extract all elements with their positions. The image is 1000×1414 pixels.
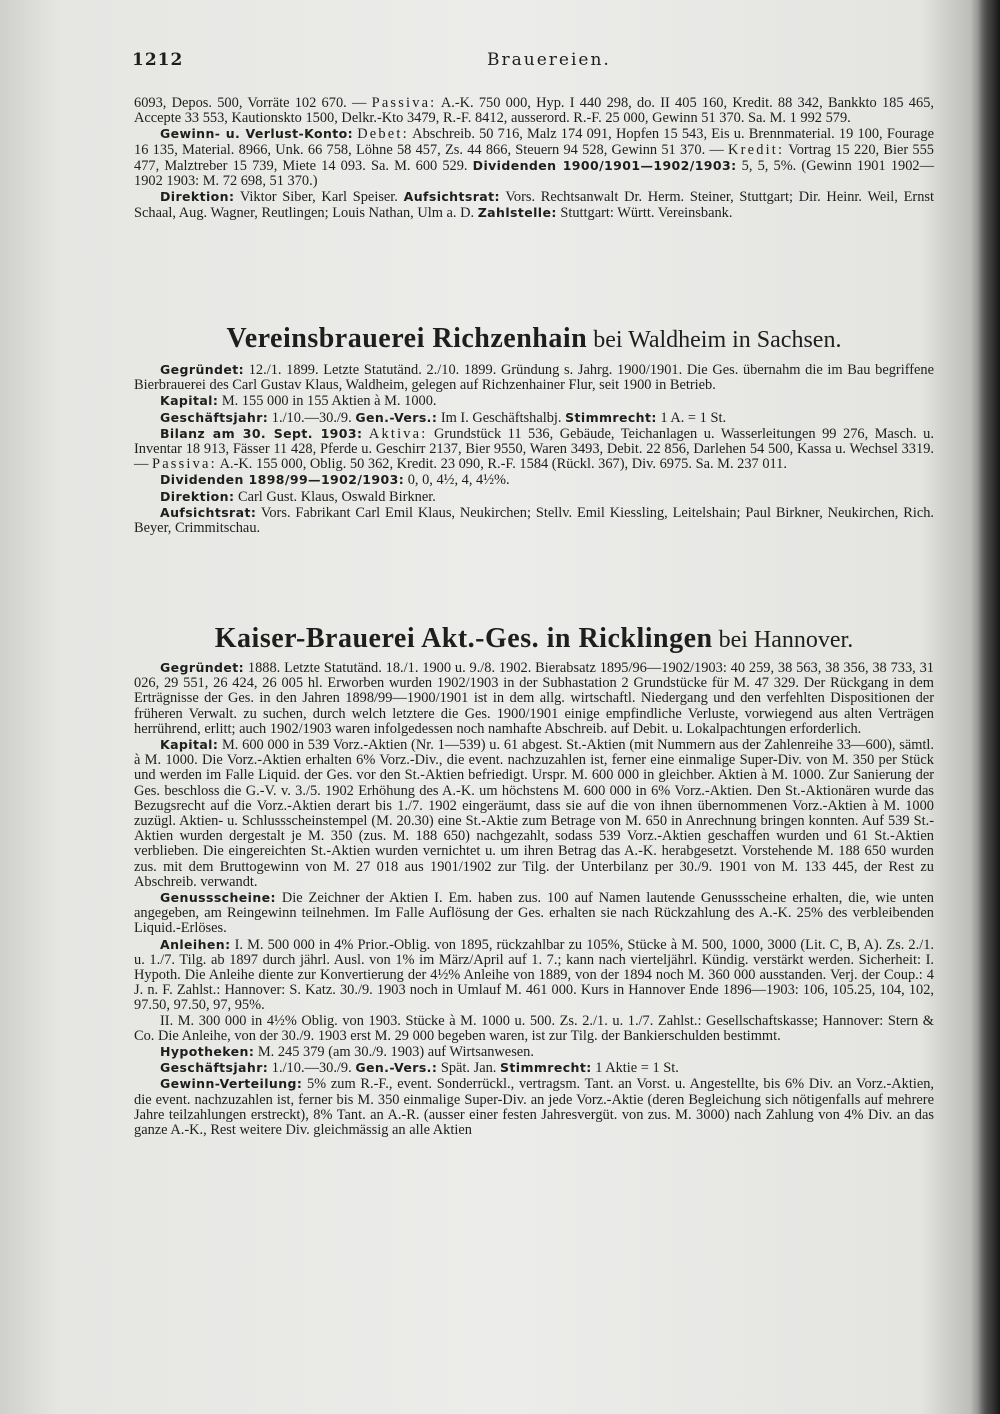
richzenhain-kapital: Kapital: M. 155 000 in 155 Aktien à M. 1000.: [160, 393, 437, 410]
prev-guv: Gewinn- u. Verlust-Konto: Debet: Abschreib. 50 716, Malz 174 091, Hopfen 15 543, Eis u. Brennmaterial. 19 100, Fourage 16 135, Material. 8966, Unk. 66 758, Löhne 58 457, Zs. 44 866, Steuern 94 528, Gewinn 51 370. — Kredit: Vortrag 15 220, Bier 555 477, Malztreber 15 739, Miete 14 093. Sa. M. 600 529. Dividenden 1900/1901—1902/1903: 5, 5, 5%. (Gewinn 1901 1902—1902 1903: M. 72 698, 51 370.): [134, 126, 934, 190]
page-edge-shadow: [978, 0, 1000, 1414]
page-header: [132, 50, 932, 80]
richzenhain-bilanz: Bilanz am 30. Sept. 1903: Aktiva: Grundstück 11 536, Gebäude, Teichanlagen u. Wasserleitungen 99 276, Masch. u. Inventar 18 913, Fässer 11 428, Pferde u. Geschirr 2137, Bier 9550, Waren 3493, Debit. 22 856, Darlehen 54 500, Kassa u. Wechsel 3319. — Passiva: A.-K. 155 000, Oblig. 50 362, Kredit. 23 090, R.-F. 1584 (Rückl. 367), Div. 6975. Sa. M. 237 011.: [134, 425, 934, 473]
richzenhain-geschaeftsjahr: Geschäftsjahr: 1./10.—30./9. Gen.-Vers.: Im I. Geschäftshalbj. Stimmrecht: 1 A. = 1 St.: [160, 409, 727, 426]
richzenhain-gegruendet: Gegründet: 12./1. 1899. Letzte Statutänd. 2./10. 1899. Gründung s. Jahrg. 1900/1901. Die Ges. übernahm die im Bau begriffene Bierbrauerei des Carl Gustav Klaus, Waldheim, gelegen auf Richzenhainer Flur, seit 1900 in Betrieb.: [134, 362, 934, 394]
ricklingen-anleihe-2: II. M. 300 000 in 4½% Oblig. von 1903. Stücke à M. 1000 u. 500. Zs. 2./1. u. 1./7. Zahlst.: Gesellschaftskasse; Hannover: Stern & Co. Die Anleihe, von der 30./9. 1903 erst M. 29 000 begeben waren, ist zur Tilg. der Bankierschulden bestimmt.: [134, 1012, 934, 1044]
richzenhain-aufsichtsrat: Aufsichtsrat: Vors. Fabrikant Carl Emil Klaus, Neukirchen; Stellv. Emil Kiessling, Leitelshain; Paul Birkner, Neukirchen, Rich. Beyer, Crimmitschau.: [134, 504, 934, 537]
page-number: 1212: [132, 50, 184, 70]
richzenhain-title: Vereinsbrauerei Richzenhain bei Waldheim in Sachsen.: [226, 323, 842, 354]
richzenhain-direktion: Direktion: Carl Gust. Klaus, Oswald Birkner.: [160, 488, 436, 505]
ricklingen-gegruendet: Gegründet: 1888. Letzte Statutänd. 18./1. 1900 u. 9./8. 1902. Bierabsatz 1895/96—1902/1903: 40 259, 38 563, 38 356, 38 733, 31 026, 29 551, 26 424, 26 005 hl. Erworben wurden 1902/1903 in der Subhastation 2 Grundstücke für M. 47 329. Der Rückgang in dem Erträgnisse der Ges. in den Jahren 1898/99—1900/1901 ist in dem allg. wirtschaftl. Niedergang und den verfehlten Dispositionen der früheren Verwalt. zu suchen, durch welch letztere die Ges. 1900/1901 einige empfindliche Verluste, vorwiegend aus alten Verträgen herrührend, erlitt; auch 1902/1903 waren infolgedessen noch namhafte Abschreib. auf Debit. u. Lokalpachtungen erforderlich.: [134, 660, 934, 737]
ricklingen-genussscheine: Genussscheine: Die Zeichner der Aktien I. Em. haben zus. 100 auf Namen lautende Genussscheine erhalten, die, wie unten angegeben, am Reingewinn teilnehmen. Im Falle Auflösung der Ges. erhalten sie nach Rückzahlung des A.-K. 25% des verbleibenden Liquid.-Erlöses.: [134, 890, 934, 937]
running-title: Brauereien.: [487, 50, 611, 70]
richzenhain-dividenden: Dividenden 1898/99—1902/1903: 0, 0, 4½, 4, 4½%.: [160, 472, 510, 489]
ricklingen-geschaeftsjahr: Geschäftsjahr: 1./10.—30./9. Gen.-Vers.: Spät. Jan. Stimmrecht: 1 Aktie = 1 St.: [160, 1060, 679, 1077]
ricklingen-gewinnverteilung: Gewinn-Verteilung: 5% zum R.-F., event. Sonderrückl., vertragsm. Tant. an Vorst. u. Angestellte, bis 6% Div. an Vorz.-Aktien, die event. nachzuzahlen ist, ferner bis M. 350 einmalige Super-Div. an jede Vorz.-Aktie (deren Begleichung sich nötigenfalls auf mehrere Jahre teilzahlungen erstreckt), 8% Tant. an A.-R. (ausser einer festen Jahresvergüt. von zus. M. 3000) nach Zahlung von 4% Div. an das ganze A.-K., Rest weitere Div. gleichmässig an alle Aktien: [134, 1076, 934, 1139]
ricklingen-hypotheken: Hypotheken: M. 245 379 (am 30./9. 1903) auf Wirtsanwesen.: [160, 1044, 534, 1061]
ricklingen-anleihen: Anleihen: I. M. 500 000 in 4% Prior.-Oblig. von 1895, rückzahlbar zu 105%, Stücke à M. 500, 1000, 3000 (Lit. C, B, A). Zs. 2./1. u. 1./7. Tilg. ab 1897 durch jährl. Ausl. von 1% im März/April auf 1. 7.; kann nach vierteljährl. Kündig. verstärkt werden. Sicherheit: I. Hypoth. Die Anleihe diente zur Konvertierung der 4½% Anleihe von 1889, von der 1894 noch M. 360 000 ausstanden. Verj. der Coup.: 4 J. n. F. Zahlst.: Hannover: S. Katz. 30./9. 1903 noch in Umlauf M. 461 000. Kurs in Hannover Ende 1896—1903: 106, 105.25, 104, 102, 97.50, 97.50, 97, 95%.: [134, 936, 934, 1014]
ricklingen-kapital: Kapital: M. 600 000 in 539 Vorz.-Aktien (Nr. 1—539) u. 61 abgest. St.-Aktien (mit Nummern aus der Zahlenreihe 33—600), sämtl. à M. 1000. Die Vorz.-Aktien erhalten 6% Vorz.-Div., die event. nachzuzahlen ist, ferner eine einmalige Super-Div. von M. 350 per Stück und werden im Falle Liquid. der Ges. vor den St.-Aktien befriedigt. Urspr. M. 600 000 in gleichber. Aktien à M. 1000. Zur Sanierung der Ges. beschloss die G.-V. v. 3./5. 1902 Erhöhung des A.-K. um höchstens M. 600 000 in 6% Vorz.-Aktien. Den St.-Aktionären wurde das Bezugsrecht auf die Vorz.-Aktien derart bis 1./7. 1902 eingeräumt, dass sie auf die von ihnen übernommenen Vorz.-Aktien à M. 1000 zuzügl. Aktien- u. Schlussscheinstempel (M. 20.30) eine St.-Aktie zum Betrage von M. 650 in Anrechnung bringen konnten. Auf 539 St.-Aktien wurden dergestalt je M. 350 (zus. M. 188 650) nachgezahlt, sodass 539 Vorz.-Aktien geschaffen wurden und 61 St.-Aktien verblieben. Die eingereichten St.-Aktien wurden vernichtet u. um ihren Betrag das A.-K. herabgesetzt. Vorstehende M. 188 650 wurden zus. mit dem Bruttogewinn von M. 27 018 aus 1901/1902 zur Tilg. der Unterbilanz per 30./9. 1901 von M. 133 445, der Rest zu Abschreib. verwandt.: [134, 737, 934, 890]
ricklingen-title: Kaiser-Brauerei Akt.-Ges. in Ricklingen bei Hannover.: [214, 623, 854, 654]
ricklingen-entry: [134, 660, 934, 1138]
richzenhain-entry: [134, 362, 934, 536]
prev-balance: 6093, Depos. 500, Vorräte 102 670. — Passiva: A.-K. 750 000, Hyp. I 440 298, do. II 405 160, Kredit. 88 342, Bankkto 185 465, Accepte 33 553, Kautionskto 1500, Delkr.-Kto 3479, R.-F. 8412, ausserord. R.-F. 25 000, Gewinn 51 370. Sa. M. 1 992 579.: [134, 95, 934, 127]
prev-direktion: Direktion: Viktor Siber, Karl Speiser. Aufsichtsrat: Vors. Rechtsanwalt Dr. Herm. Steiner, Stuttgart; Dir. Heinr. Weil, Ernst Schaal, Aug. Wagner, Reutlingen; Louis Nathan, Ulm a. D. Zahlstelle: Stuttgart: Württ. Vereinsbank.: [134, 189, 934, 222]
prev-entry: [134, 96, 934, 222]
